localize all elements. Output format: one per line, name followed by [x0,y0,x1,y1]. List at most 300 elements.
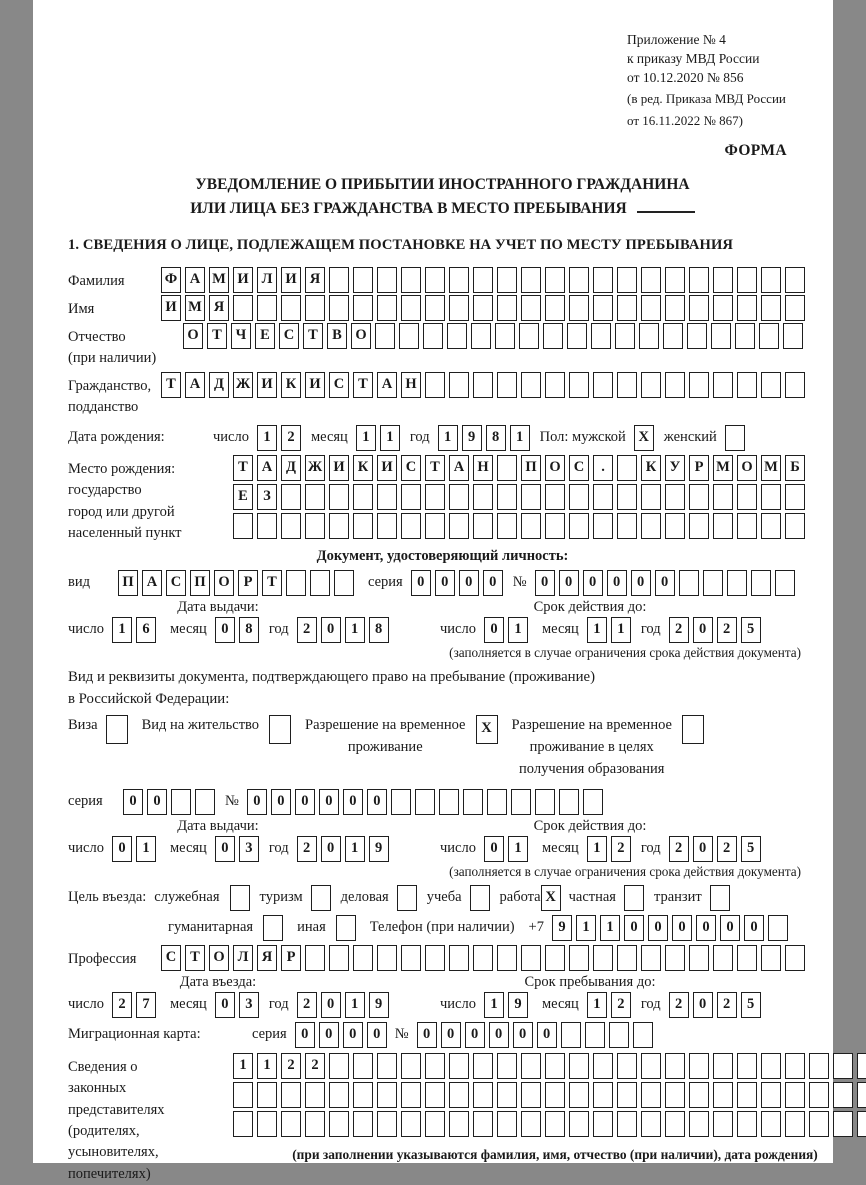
form-cell[interactable]: Е [233,484,253,510]
form-cell[interactable] [449,372,469,398]
form-cell[interactable] [401,295,421,321]
form-cell[interactable] [305,1111,325,1137]
form-cell[interactable] [401,1082,421,1108]
form-cell[interactable]: 2 [717,617,737,643]
form-cell[interactable] [473,295,493,321]
form-cell[interactable]: О [214,570,234,596]
form-cell[interactable] [665,295,685,321]
form-cell[interactable] [751,570,771,596]
form-cell[interactable] [737,1082,757,1108]
form-cell[interactable] [521,1082,541,1108]
form-cell[interactable] [617,295,637,321]
form-cell[interactable] [663,323,683,349]
form-cell[interactable] [449,945,469,971]
form-cell[interactable]: 1 [438,425,458,451]
form-cell[interactable] [415,789,435,815]
form-cell[interactable] [377,1053,397,1079]
form-cell[interactable] [329,945,349,971]
form-cell[interactable] [511,789,531,815]
form-cell[interactable] [449,1082,469,1108]
form-cell[interactable] [353,513,373,539]
form-cell[interactable]: 0 [607,570,627,596]
form-cell[interactable] [377,295,397,321]
form-cell[interactable] [615,323,635,349]
form-cell[interactable]: 0 [459,570,479,596]
form-cell[interactable] [425,513,445,539]
form-cell[interactable]: 0 [631,570,651,596]
form-cell[interactable] [665,513,685,539]
form-cell[interactable]: 1 [233,1053,253,1079]
form-cell[interactable]: 2 [297,617,317,643]
form-cell[interactable]: 2 [669,992,689,1018]
form-cell[interactable] [559,789,579,815]
form-cell[interactable] [617,455,637,481]
form-cell[interactable] [785,945,805,971]
form-cell[interactable] [689,513,709,539]
form-cell[interactable]: 2 [669,836,689,862]
form-cell[interactable] [624,885,644,911]
form-cell[interactable]: Т [185,945,205,971]
form-cell[interactable] [641,945,661,971]
form-cell[interactable] [641,372,661,398]
form-cell[interactable] [737,513,757,539]
form-cell[interactable] [473,1053,493,1079]
form-cell[interactable] [809,1053,829,1079]
form-cell[interactable] [785,484,805,510]
form-cell[interactable]: Т [262,570,282,596]
form-cell[interactable] [497,1111,517,1137]
form-cell[interactable]: О [545,455,565,481]
form-cell[interactable] [665,945,685,971]
form-cell[interactable] [305,1082,325,1108]
form-cell[interactable] [391,789,411,815]
form-cell[interactable] [665,484,685,510]
form-cell[interactable]: 0 [535,570,555,596]
form-cell[interactable] [665,1053,685,1079]
form-cell[interactable] [833,1053,853,1079]
form-cell[interactable] [353,1082,373,1108]
form-cell[interactable]: 8 [369,617,389,643]
form-cell[interactable]: А [185,372,205,398]
form-cell[interactable] [775,570,795,596]
form-cell[interactable] [353,1053,373,1079]
form-cell[interactable] [310,570,330,596]
form-cell[interactable] [561,1022,581,1048]
form-cell[interactable] [281,1082,301,1108]
form-cell[interactable]: X [476,715,498,744]
form-cell[interactable]: 1 [587,836,607,862]
form-cell[interactable]: А [257,455,277,481]
form-cell[interactable] [737,484,757,510]
form-cell[interactable] [281,1111,301,1137]
form-cell[interactable]: Р [689,455,709,481]
form-cell[interactable] [545,267,565,293]
form-cell[interactable] [593,513,613,539]
form-cell[interactable]: П [190,570,210,596]
form-cell[interactable] [497,513,517,539]
form-cell[interactable]: 1 [576,915,596,941]
form-cell[interactable]: 1 [112,617,132,643]
form-cell[interactable] [617,267,637,293]
form-cell[interactable]: 0 [411,570,431,596]
form-cell[interactable]: 2 [717,836,737,862]
form-cell[interactable] [665,1111,685,1137]
form-cell[interactable]: 2 [297,836,317,862]
form-cell[interactable]: А [185,267,205,293]
form-cell[interactable] [463,789,483,815]
form-cell[interactable]: Е [255,323,275,349]
form-cell[interactable] [397,885,417,911]
form-cell[interactable] [689,1111,709,1137]
form-cell[interactable] [471,323,491,349]
form-cell[interactable] [521,295,541,321]
form-cell[interactable] [401,945,421,971]
form-cell[interactable]: 9 [508,992,528,1018]
form-cell[interactable] [401,1111,421,1137]
form-cell[interactable]: И [233,267,253,293]
form-cell[interactable] [545,1053,565,1079]
form-cell[interactable] [593,295,613,321]
form-cell[interactable] [281,295,301,321]
form-cell[interactable]: Ж [233,372,253,398]
form-cell[interactable]: 0 [465,1022,485,1048]
form-cell[interactable] [761,484,781,510]
form-cell[interactable] [783,323,803,349]
form-cell[interactable] [785,1111,805,1137]
form-cell[interactable] [495,323,515,349]
form-cell[interactable] [449,513,469,539]
form-cell[interactable] [329,513,349,539]
form-cell[interactable] [171,789,191,815]
form-cell[interactable]: О [737,455,757,481]
form-cell[interactable]: 0 [215,836,235,862]
form-cell[interactable] [497,945,517,971]
form-cell[interactable] [439,789,459,815]
form-cell[interactable]: С [166,570,186,596]
form-cell[interactable]: 1 [356,425,376,451]
form-cell[interactable]: 2 [297,992,317,1018]
form-cell[interactable] [305,295,325,321]
form-cell[interactable]: 2 [669,617,689,643]
form-cell[interactable]: 1 [600,915,620,941]
form-cell[interactable] [257,513,277,539]
form-cell[interactable] [593,484,613,510]
form-cell[interactable]: 9 [369,992,389,1018]
form-cell[interactable]: 3 [239,992,259,1018]
form-cell[interactable] [519,323,539,349]
form-cell[interactable] [375,323,395,349]
form-cell[interactable] [617,372,637,398]
form-cell[interactable] [106,715,128,744]
form-cell[interactable] [641,1111,661,1137]
form-cell[interactable] [521,1053,541,1079]
form-cell[interactable] [353,295,373,321]
form-cell[interactable] [583,789,603,815]
form-cell[interactable]: 0 [367,1022,387,1048]
form-cell[interactable] [545,295,565,321]
form-cell[interactable] [473,372,493,398]
form-cell[interactable] [257,1082,277,1108]
form-cell[interactable]: М [185,295,205,321]
form-cell[interactable] [281,513,301,539]
form-cell[interactable] [473,267,493,293]
form-cell[interactable]: 0 [693,617,713,643]
form-cell[interactable] [233,295,253,321]
form-cell[interactable] [785,295,805,321]
form-cell[interactable] [497,295,517,321]
form-cell[interactable] [521,267,541,293]
form-cell[interactable] [425,372,445,398]
form-cell[interactable]: 0 [559,570,579,596]
form-cell[interactable] [785,1053,805,1079]
form-cell[interactable] [737,372,757,398]
form-cell[interactable] [545,484,565,510]
form-cell[interactable]: 1 [484,992,504,1018]
form-cell[interactable] [641,1082,661,1108]
form-cell[interactable] [353,945,373,971]
form-cell[interactable] [593,945,613,971]
form-cell[interactable]: Т [161,372,181,398]
form-cell[interactable]: А [377,372,397,398]
form-cell[interactable] [336,915,356,941]
form-cell[interactable] [617,513,637,539]
form-cell[interactable] [689,295,709,321]
form-cell[interactable]: З [257,484,277,510]
form-cell[interactable] [569,372,589,398]
form-cell[interactable] [689,1082,709,1108]
form-cell[interactable] [569,484,589,510]
form-cell[interactable] [569,1082,589,1108]
form-cell[interactable] [470,885,490,911]
form-cell[interactable]: 0 [147,789,167,815]
form-cell[interactable]: 9 [552,915,572,941]
form-cell[interactable]: Т [233,455,253,481]
form-cell[interactable] [545,1111,565,1137]
form-cell[interactable] [689,484,709,510]
form-cell[interactable] [449,267,469,293]
form-cell[interactable]: 9 [369,836,389,862]
form-cell[interactable] [425,267,445,293]
form-cell[interactable]: 0 [435,570,455,596]
form-cell[interactable]: А [449,455,469,481]
form-cell[interactable]: Т [353,372,373,398]
form-cell[interactable] [449,484,469,510]
form-cell[interactable]: А [142,570,162,596]
form-cell[interactable] [377,267,397,293]
form-cell[interactable] [641,513,661,539]
form-cell[interactable]: 8 [486,425,506,451]
form-cell[interactable]: Т [425,455,445,481]
form-cell[interactable] [569,1111,589,1137]
form-cell[interactable]: Я [209,295,229,321]
form-cell[interactable] [377,1111,397,1137]
form-cell[interactable] [713,1111,733,1137]
form-cell[interactable]: 0 [215,992,235,1018]
form-cell[interactable]: М [209,267,229,293]
form-cell[interactable] [617,1082,637,1108]
form-cell[interactable] [713,513,733,539]
form-cell[interactable]: 0 [367,789,387,815]
form-cell[interactable] [727,570,747,596]
form-cell[interactable] [329,267,349,293]
form-cell[interactable] [809,1111,829,1137]
form-cell[interactable] [269,715,291,744]
form-cell[interactable] [263,915,283,941]
form-cell[interactable] [593,1082,613,1108]
form-cell[interactable]: 1 [508,836,528,862]
form-cell[interactable]: 5 [741,992,761,1018]
form-cell[interactable]: Ч [231,323,251,349]
form-cell[interactable] [377,484,397,510]
form-cell[interactable] [761,267,781,293]
form-cell[interactable] [761,295,781,321]
form-cell[interactable] [473,945,493,971]
form-cell[interactable] [377,1082,397,1108]
form-cell[interactable]: 1 [380,425,400,451]
form-cell[interactable]: 0 [537,1022,557,1048]
form-cell[interactable] [713,295,733,321]
form-cell[interactable] [593,1053,613,1079]
form-cell[interactable] [473,484,493,510]
form-cell[interactable]: Ж [305,455,325,481]
form-cell[interactable] [353,484,373,510]
form-cell[interactable]: 1 [136,836,156,862]
form-cell[interactable]: 0 [672,915,692,941]
form-cell[interactable] [545,513,565,539]
form-cell[interactable] [423,323,443,349]
form-cell[interactable] [334,570,354,596]
form-cell[interactable] [257,295,277,321]
form-cell[interactable] [711,323,731,349]
form-cell[interactable] [617,1111,637,1137]
form-cell[interactable] [761,945,781,971]
form-cell[interactable]: Я [257,945,277,971]
form-cell[interactable]: 9 [462,425,482,451]
form-cell[interactable] [833,1082,853,1108]
form-cell[interactable]: 1 [345,836,365,862]
form-cell[interactable]: 5 [741,617,761,643]
form-cell[interactable]: 0 [483,570,503,596]
form-cell[interactable] [761,1082,781,1108]
form-cell[interactable]: Б [785,455,805,481]
form-cell[interactable]: 2 [611,992,631,1018]
form-cell[interactable]: Ф [161,267,181,293]
form-cell[interactable]: 0 [583,570,603,596]
form-cell[interactable] [377,513,397,539]
form-cell[interactable] [785,372,805,398]
form-cell[interactable]: 0 [720,915,740,941]
form-cell[interactable]: Р [238,570,258,596]
form-cell[interactable] [521,484,541,510]
form-cell[interactable] [761,513,781,539]
form-cell[interactable] [633,1022,653,1048]
form-cell[interactable] [497,1082,517,1108]
form-cell[interactable] [713,372,733,398]
form-cell[interactable] [425,484,445,510]
form-cell[interactable] [725,425,745,451]
form-cell[interactable] [735,323,755,349]
form-cell[interactable] [785,1082,805,1108]
form-cell[interactable]: 0 [489,1022,509,1048]
form-cell[interactable]: С [329,372,349,398]
form-cell[interactable]: И [281,267,301,293]
form-cell[interactable]: 1 [345,617,365,643]
form-cell[interactable] [569,945,589,971]
form-cell[interactable] [353,1111,373,1137]
form-cell[interactable] [737,945,757,971]
form-cell[interactable] [286,570,306,596]
form-cell[interactable] [857,1111,866,1137]
form-cell[interactable] [591,323,611,349]
form-cell[interactable]: С [569,455,589,481]
form-cell[interactable] [617,484,637,510]
form-cell[interactable] [569,513,589,539]
form-cell[interactable]: 0 [624,915,644,941]
form-cell[interactable] [377,945,397,971]
form-cell[interactable]: Т [303,323,323,349]
form-cell[interactable] [689,1053,709,1079]
form-cell[interactable] [329,1111,349,1137]
form-cell[interactable] [447,323,467,349]
form-cell[interactable] [497,455,517,481]
form-cell[interactable] [682,715,704,744]
form-cell[interactable] [713,1082,733,1108]
form-cell[interactable]: Н [473,455,493,481]
form-cell[interactable] [833,1111,853,1137]
form-cell[interactable] [521,372,541,398]
form-cell[interactable] [305,945,325,971]
form-cell[interactable] [641,484,661,510]
form-cell[interactable] [233,513,253,539]
form-cell[interactable]: К [281,372,301,398]
form-cell[interactable]: Т [207,323,227,349]
form-cell[interactable] [401,1053,421,1079]
form-cell[interactable] [665,1082,685,1108]
form-cell[interactable] [809,1082,829,1108]
form-cell[interactable]: И [161,295,181,321]
form-cell[interactable] [665,267,685,293]
form-cell[interactable]: И [377,455,397,481]
form-cell[interactable] [703,570,723,596]
form-cell[interactable] [545,1082,565,1108]
form-cell[interactable]: 1 [611,617,631,643]
form-cell[interactable]: 1 [508,617,528,643]
form-cell[interactable] [233,1111,253,1137]
form-cell[interactable]: Я [305,267,325,293]
form-cell[interactable] [545,372,565,398]
form-cell[interactable]: 2 [717,992,737,1018]
form-cell[interactable]: 0 [112,836,132,862]
form-cell[interactable]: М [761,455,781,481]
form-cell[interactable]: С [279,323,299,349]
form-cell[interactable] [535,789,555,815]
form-cell[interactable] [353,267,373,293]
form-cell[interactable] [425,945,445,971]
form-cell[interactable]: 5 [741,836,761,862]
form-cell[interactable] [195,789,215,815]
form-cell[interactable]: С [161,945,181,971]
form-cell[interactable]: И [257,372,277,398]
form-cell[interactable] [543,323,563,349]
form-cell[interactable]: 0 [484,617,504,643]
form-cell[interactable] [761,1111,781,1137]
form-cell[interactable] [857,1053,866,1079]
form-cell[interactable] [785,513,805,539]
form-cell[interactable]: 3 [239,836,259,862]
form-cell[interactable]: И [305,372,325,398]
form-cell[interactable]: 1 [587,617,607,643]
form-cell[interactable]: О [209,945,229,971]
